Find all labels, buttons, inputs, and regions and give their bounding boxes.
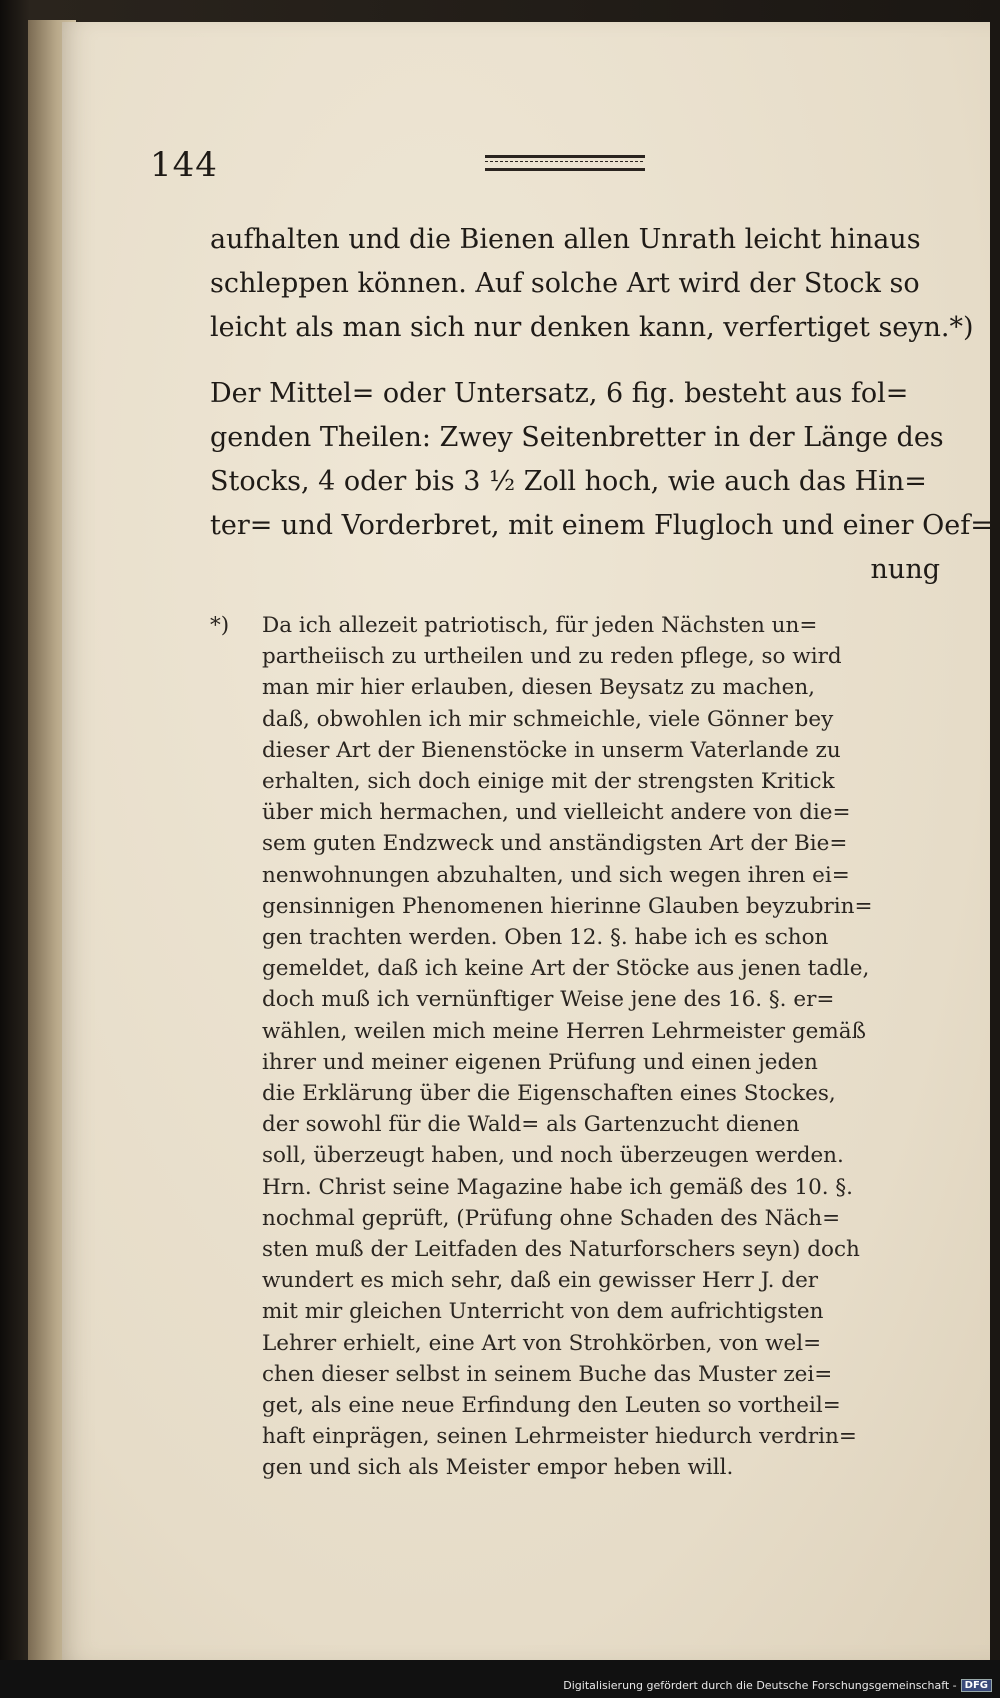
footnote-line: daß, obwohlen ich mir schmeichle, viele Gönner bey (262, 706, 834, 732)
text-line: Stocks, 4 oder bis 3 ½ Zoll hoch, wie auch das Hin= (210, 466, 927, 497)
page-header (150, 145, 930, 185)
footnote-line: gen und sich als Meister empor heben will. (262, 1455, 734, 1481)
footnote-line: dieser Art der Bienenstöcke in unserm Vaterlande zu (262, 737, 841, 763)
text-line: leicht als man sich nur denken kann, verfertiget seyn.*) (210, 312, 974, 343)
text-line: aufhalten und die Bienen allen Unrath leicht hinaus (210, 224, 921, 255)
footnote-line: Hrn. Christ seine Magazine habe ich gemäß des 10. §. (262, 1174, 853, 1200)
text-line: genden Theilen: Zwey Seitenbretter in der Länge des (210, 422, 944, 453)
footnote-line: gen trachten werden. Oben 12. §. habe ich es schon (262, 925, 829, 951)
footnote-line: wundert es mich sehr, daß ein gewisser Herr J. der (262, 1268, 819, 1294)
credit-text: Digitalisierung gefördert durch die Deutsche Forschungsgemeinschaft - (563, 1679, 957, 1692)
footnote-line: nochmal geprüft, (Prüfung ohne Schaden des Näch= (262, 1205, 841, 1231)
footnote-line: partheiisch zu urtheilen und zu reden pflege, so wird (262, 644, 842, 670)
footnote-line: die Erklärung über die Eigenschaften eines Stockes, (262, 1081, 836, 1107)
footnote-line: soll, überzeugt haben, und noch überzeugen werden. (262, 1143, 844, 1169)
footnote (210, 610, 940, 1484)
paragraph-2 (210, 372, 993, 592)
footnote-line: gemeldet, daß ich keine Art der Stöcke aus jenen tadle, (262, 956, 870, 982)
footer-strip (0, 1660, 1000, 1698)
footnote-line: nenwohnungen abzuhalten, und sich wegen ihren ei= (262, 862, 850, 888)
footnote-line: get, als eine neue Erfindung den Leuten so vortheil= (262, 1393, 841, 1419)
footnote-line: Da ich allezeit patriotisch, für jeden Nächsten un= (262, 613, 818, 638)
catchword: nung (870, 554, 940, 585)
footnote-line: man mir hier erlauben, diesen Beysatz zu machen, (262, 675, 815, 701)
digitization-credit (563, 1679, 992, 1692)
footnote-line: gensinnigen Phenomenen hierinne Glauben beyzubrin= (262, 893, 873, 919)
footnote-line: haft einprägen, seinen Lehrmeister hiedurch verdrin= (262, 1424, 857, 1450)
footnote-first-line (210, 610, 940, 641)
footnote-line: erhalten, sich doch einige mit der strengsten Kritick (262, 769, 835, 795)
footnote-line: Lehrer erhielt, eine Art von Strohkörben, von wel= (262, 1330, 822, 1356)
header-ornament-rule (485, 155, 645, 171)
footnote-line: wählen, weilen mich meine Herren Lehrmeister gemäß (262, 1018, 866, 1044)
footnote-line: der sowohl für die Wald= als Gartenzucht dienen (262, 1112, 800, 1138)
text-line: Der Mittel= oder Untersatz, 6 fig. besteht aus fol= (210, 378, 909, 409)
paragraph-1 (210, 218, 974, 350)
footnote-line: sten muß der Leitfaden des Naturforschers seyn) doch (262, 1237, 860, 1263)
footnote-line: sem guten Endzweck und anständigsten Art der Bie= (262, 831, 848, 857)
dfg-logo: DFG (961, 1679, 992, 1692)
footnote-line: chen dieser selbst in seinem Buche das Muster zei= (262, 1361, 833, 1387)
footnote-line: mit mir gleichen Unterricht von dem aufrichtigsten (262, 1299, 824, 1325)
footnote-line: über mich hermachen, und vielleicht andere von die= (262, 800, 851, 826)
page-number: 144 (150, 145, 218, 185)
text-line: schleppen können. Auf solche Art wird der Stock so (210, 268, 920, 299)
footnote-line: doch muß ich vernünftiger Weise jene des 16. §. er= (262, 987, 835, 1013)
footnote-line: ihrer und meiner eigenen Prüfung und einen jeden (262, 1049, 818, 1075)
footnote-marker: *) (210, 613, 230, 638)
text-line: ter= und Vorderbret, mit einem Flugloch und einer Oef= (210, 510, 993, 541)
